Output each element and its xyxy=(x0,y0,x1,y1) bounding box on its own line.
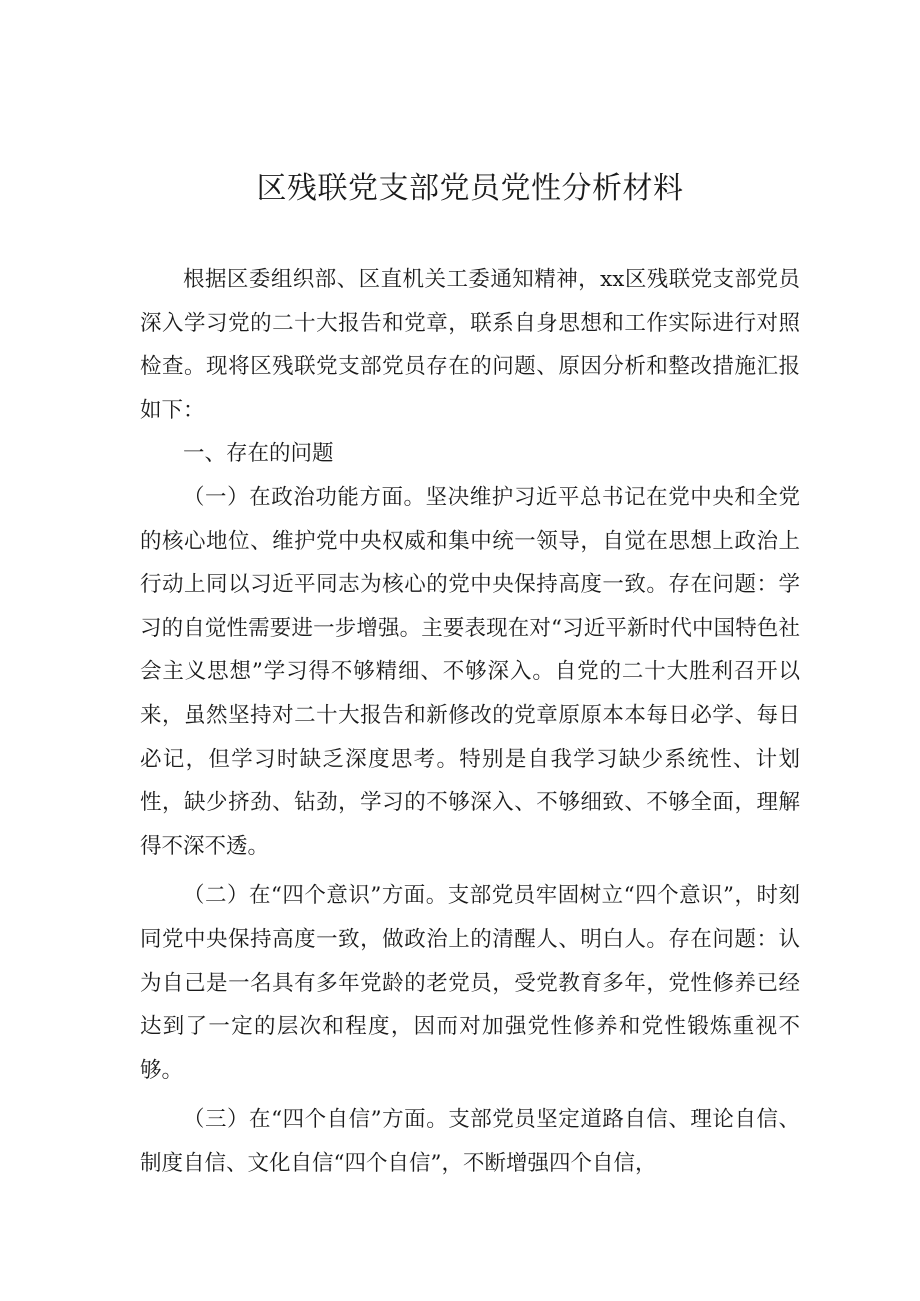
document-title: 区残联党支部党员党性分析材料 xyxy=(256,171,684,206)
intro-paragraph: 根据区委组织部、区直机关工委通知精神，xx区残联党支部党员深入学习党的二十大报告和党章，联系自身思想和工作实际进行对照检查。现将区残联党支部党员存在的问题、原因分析和整改措施汇报如下： xyxy=(140,267,800,423)
item-four-confidences: （三）在“四个自信”方面。支部党员坚定道路自信、理论自信、制度自信、文化自信“四个自信”，不断增强四个自信， xyxy=(140,1107,800,1176)
document-body xyxy=(140,258,800,1185)
document-page xyxy=(140,0,800,1301)
item-political-function: （一）在政治功能方面。坚决维护习近平总书记在党中央和全党的核心地位、维护党中央权威和集中统一领导，自觉在思想上政治上行动上同以习近平同志为核心的党中央保持高度一致。存在问题：学习的自觉性需要进一步增强。主要表现在对“习近平新时代中国特色社会主义思想”学习得不够精细、不够深入。自党的二十大胜利召开以来，虽然坚持对二十大报告和新修改的党章原原本本每日必学、每日必记，但学习时缺乏深度思考。特别是自我学习缺少系统性、计划性，缺少挤劲、钻劲，学习的不够深入、不够细致、不够全面，理解得不深不透。 xyxy=(140,484,800,859)
item-four-consciousness: （二）在“四个意识”方面。支部党员牢固树立“四个意识”，时刻同党中央保持高度一致，做政治上的清醒人、明白人。存在问题：认为自己是一名具有多年党龄的老党员，受党教育多年，党性修养已经达到了一定的层次和程度，因而对加强党性修养和党性锻炼重视不够。 xyxy=(140,883,800,1083)
section-heading-problems: 一、存在的问题 xyxy=(183,441,334,467)
